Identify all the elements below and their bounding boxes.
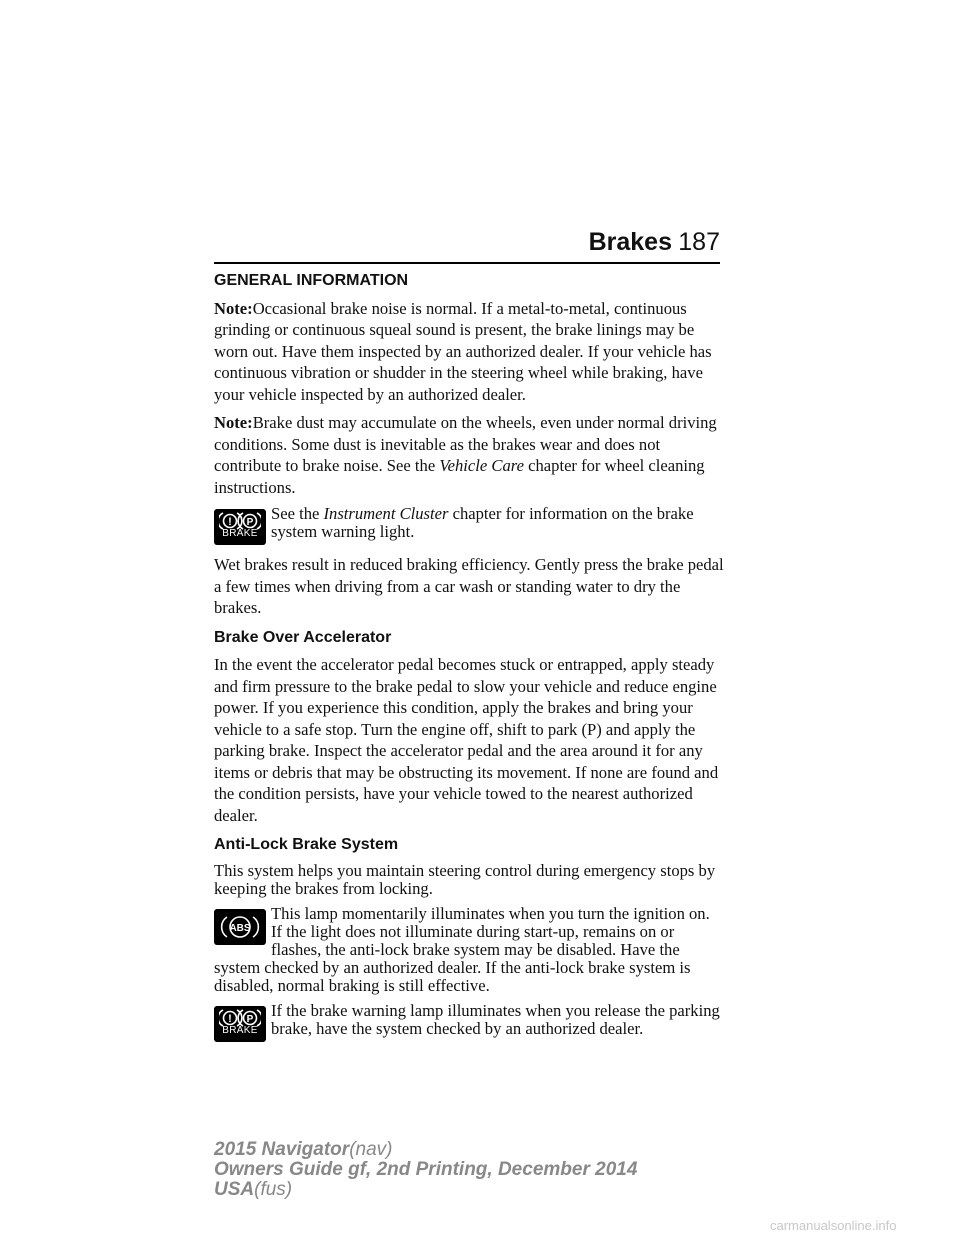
exclaim-glyph: !	[228, 516, 232, 528]
brake-lamp-text: If the brake warning lamp illuminates when you release the parking brake, have the system checked by an authorized dealer.	[271, 1000, 720, 1038]
note-dust	[214, 412, 724, 498]
exclaim-glyph: !	[228, 1012, 232, 1025]
note-noise	[214, 298, 724, 406]
brake-lamp-info	[214, 1002, 724, 1044]
brake-over-text: In the event the accelerator pedal becomes stuck or entrapped, apply steady and firm pressure to the brake pedal to slow your vehicle and reduce engine power. If you experience this condition, apply the brakes and bring your vehicle to a safe stop. Turn the engine off, shift to park (P) and apply the parking brake. Inspect the accelerator pedal and the area around it for any items or debris that may be obstructing its movement. If none are found and the condition persists, have your vehicle towed to the nearest authorized dealer.	[214, 655, 719, 825]
site-watermark: carmanualsonline.info	[770, 1218, 897, 1233]
footer-model-code: (nav)	[349, 1139, 393, 1160]
note-label: Note:	[214, 298, 253, 318]
page-number: 187	[678, 228, 720, 256]
page-header	[214, 226, 720, 262]
abs-glyph-icon	[214, 909, 266, 945]
brake-warning-icon	[214, 1006, 266, 1042]
abs-intro-text: This system helps you maintain steering control during emergency stops by keeping the brakes from locking.	[214, 860, 716, 898]
footer-market-code: (fus)	[254, 1179, 293, 1200]
brake-light-text-b: chapter for information on the brake system warning light.	[271, 504, 694, 541]
section-title-general: GENERAL INFORMATION	[214, 272, 409, 289]
brake-light-text-a: See the	[271, 504, 324, 523]
park-glyph: P	[246, 1013, 254, 1025]
section-title-abs: Anti-Lock Brake System	[214, 836, 399, 853]
print-footer	[214, 1140, 734, 1200]
footer-line-1	[214, 1140, 734, 1160]
section-title-brake-over: Brake Over Accelerator	[214, 628, 392, 646]
note-label: Note:	[214, 413, 253, 432]
note-noise-text: Occasional brake noise is normal. If a metal-to-metal, continuous grinding or continuous squeal sound is present, the brake linings may be worn out. Have them inspected by an authorized dealer. If your vehicle has continuous vibration or shudder in the steering wheel while braking, have your vehicle inspected by an authorized dealer.	[214, 298, 712, 404]
park-glyph: P	[246, 517, 254, 528]
abs-warning-icon	[214, 909, 266, 945]
vehicle-care-ref: Vehicle Care	[439, 456, 524, 475]
footer-line-3	[214, 1180, 734, 1200]
brake-light-text	[214, 505, 724, 541]
brake-light-info	[214, 505, 724, 547]
note-dust-text-a: Brake dust may accumulate on the wheels, even under normal driving conditions. Some dust is inevitable as the brakes wear and does not contribute to brake noise. See the	[214, 413, 717, 475]
abs-lamp-info	[214, 905, 724, 995]
abs-lamp-text: This lamp momentarily illuminates when you turn the ignition on. If the light does not illuminate during start-up, remains on or flashes, the anti-lock brake system may be disabled. Have the system checked by an authorized dealer. If the anti-lock brake system is disabled, normal braking is still effective.	[214, 903, 710, 995]
abs-icon-label: ABS	[229, 922, 251, 934]
chapter-title: Brakes	[588, 228, 672, 256]
header-rule	[214, 262, 720, 264]
wet-brakes-text: Wet brakes result in reduced braking efficiency. Gently press the brake pedal a few times when driving from a car wash or standing water to dry the brakes.	[214, 555, 724, 617]
instrument-cluster-ref: Instrument Cluster	[323, 504, 449, 523]
brake-warning-icon	[214, 509, 266, 545]
brake-icon-label: BRAKE	[222, 528, 258, 539]
brake-icon-label: BRAKE	[222, 1024, 258, 1036]
footer-line-2: Owners Guide gf, 2nd Printing, December 2014	[214, 1159, 638, 1180]
page-content	[214, 268, 724, 1051]
footer-model: 2015 Navigator	[214, 1139, 350, 1160]
note-dust-text-b: chapter for wheel cleaning instructions.	[214, 456, 705, 497]
footer-market: USA	[214, 1179, 255, 1200]
